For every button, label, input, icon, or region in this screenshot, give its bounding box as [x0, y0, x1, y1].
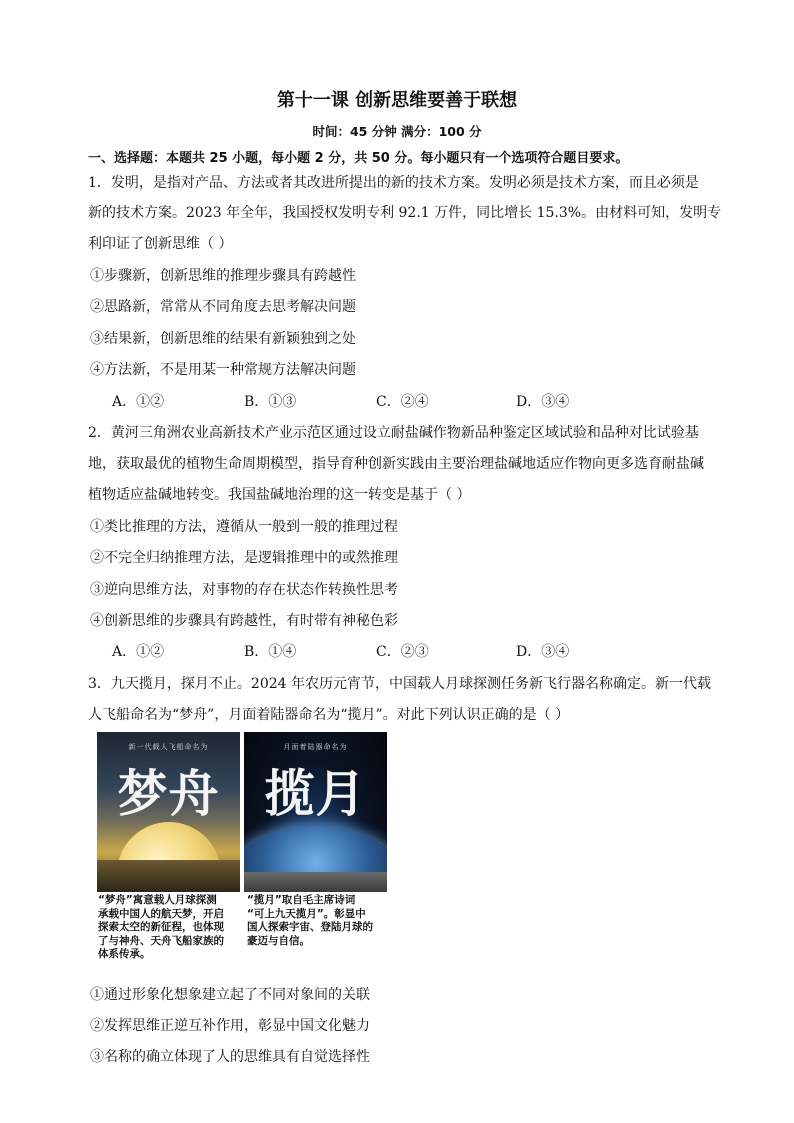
q1-option: ③结果新，创新思维的结果有新颖独到之处: [90, 331, 356, 347]
q2-option: ②不完全归纳推理方法，是逻辑推理中的或然推理: [90, 550, 398, 566]
caption-line: “揽月”取自毛主席诗词: [247, 894, 356, 906]
q1-stem-line: 利印证了创新思维（ ）: [88, 236, 233, 252]
q2-stem-line: 2．黄河三角洲农业高新技术产业示范区通过设立耐盐碱作物新品种鉴定区域试验和品种对比试验基: [88, 425, 699, 441]
q3-option: ③名称的确立体现了人的思维具有自觉选择性: [90, 1049, 370, 1065]
q1-option: ④方法新，不是用某一种常规方法解决问题: [90, 362, 356, 378]
q1-choice-c[interactable]: C．②④: [376, 394, 429, 410]
q1-choice-a[interactable]: A．①②: [112, 394, 165, 410]
poster-caption-left: [98, 894, 224, 962]
page-title: 第十一课 创新思维要善于联想: [276, 90, 518, 111]
q1-choices: [112, 391, 569, 411]
q2-choices: [112, 641, 569, 661]
poster-lanyue: [244, 732, 387, 892]
q1-option: ①步骤新，创新思维的推理步骤具有跨越性: [90, 268, 356, 284]
lunar-surface-image: [244, 872, 387, 892]
q3-option: ①通过形象化想象建立起了不同对象间的关联: [90, 987, 370, 1003]
caption-line: “可上九天揽月”。彰显中: [247, 907, 366, 920]
q2-choice-c[interactable]: C．②③: [376, 644, 429, 660]
q3-stem-line: 人飞船命名为“梦舟”，月面着陆器命名为“揽月”。对此下列认识正确的是（ ）: [88, 707, 570, 723]
exam-meta: 时间：45 分钟 满分：100 分: [312, 124, 482, 139]
sea-image: [97, 860, 240, 892]
caption-line: 了与神舟、天舟飞船家族的: [98, 934, 224, 947]
caption-line: “梦舟”寓意载人月球探测: [98, 894, 217, 906]
q2-option: ③逆向思维方法，对事物的存在状态作转换性思考: [90, 582, 398, 598]
q3-option: ②发挥思维正逆互补作用，彰显中国文化魅力: [90, 1018, 370, 1034]
poster-mengzhou: [97, 732, 240, 892]
q2-option: ④创新思维的步骤具有跨越性，有时带有神秘色彩: [90, 613, 398, 629]
poster-heading: 月面着陆器命名为: [283, 743, 348, 751]
q2-choice-d[interactable]: D．③④: [516, 644, 570, 660]
q1-stem-line: 1．发明，是指对产品、方法或者其改进所提出的新的技术方案。发明必须是技术方案，而且必须是: [88, 175, 699, 191]
poster-figure: [97, 732, 397, 892]
q1-stem-line: 新的技术方案。2023 年全年，我国授权发明专利 92.1 万件，同比增长 15.3%。由材料可知，发明专: [88, 205, 722, 221]
poster-heading: 新一代载人飞船命名为: [128, 743, 209, 751]
q1-choice-b[interactable]: B．①③: [244, 394, 297, 410]
poster-name: 揽月: [264, 765, 367, 823]
q2-stem-line: 植物适应盐碱地转变。我国盐碱地治理的这一转变是基于（ ）: [88, 487, 471, 503]
q2-choice-b[interactable]: B．①④: [244, 644, 297, 660]
q1-choice-d[interactable]: D．③④: [516, 394, 570, 410]
poster-name: 梦舟: [117, 765, 220, 823]
section-heading: 一、选择题：本题共 25 小题，每小题 2 分，共 50 分。每小题只有一个选项符合题目要求。: [88, 151, 629, 166]
caption-line: 豪迈与自信。: [247, 934, 310, 947]
q3-stem-line: 3．九天揽月，探月不止。2024 年农历元宵节，中国载人月球探测任务新飞行器名称确定。新一代载: [88, 676, 711, 692]
q2-choice-a[interactable]: A．①②: [112, 644, 165, 660]
q1-option: ②思路新，常常从不同角度去思考解决问题: [90, 299, 356, 315]
q2-stem-line: 地，获取最优的植物生命周期模型，指导育种创新实践由主要治理盐碱地适应作物向更多选育耐盐碱: [88, 456, 704, 472]
caption-line: 承载中国人的航天梦，开启: [98, 907, 224, 920]
caption-line: 体系传承。: [98, 948, 151, 960]
poster-caption-right: [247, 894, 373, 948]
q2-option: ①类比推理的方法，遵循从一般到一般的推理过程: [90, 519, 398, 535]
caption-line: 探索太空的新征程，也体现: [98, 921, 224, 933]
caption-line: 国人探索宇宙、登陆月球的: [247, 921, 373, 933]
